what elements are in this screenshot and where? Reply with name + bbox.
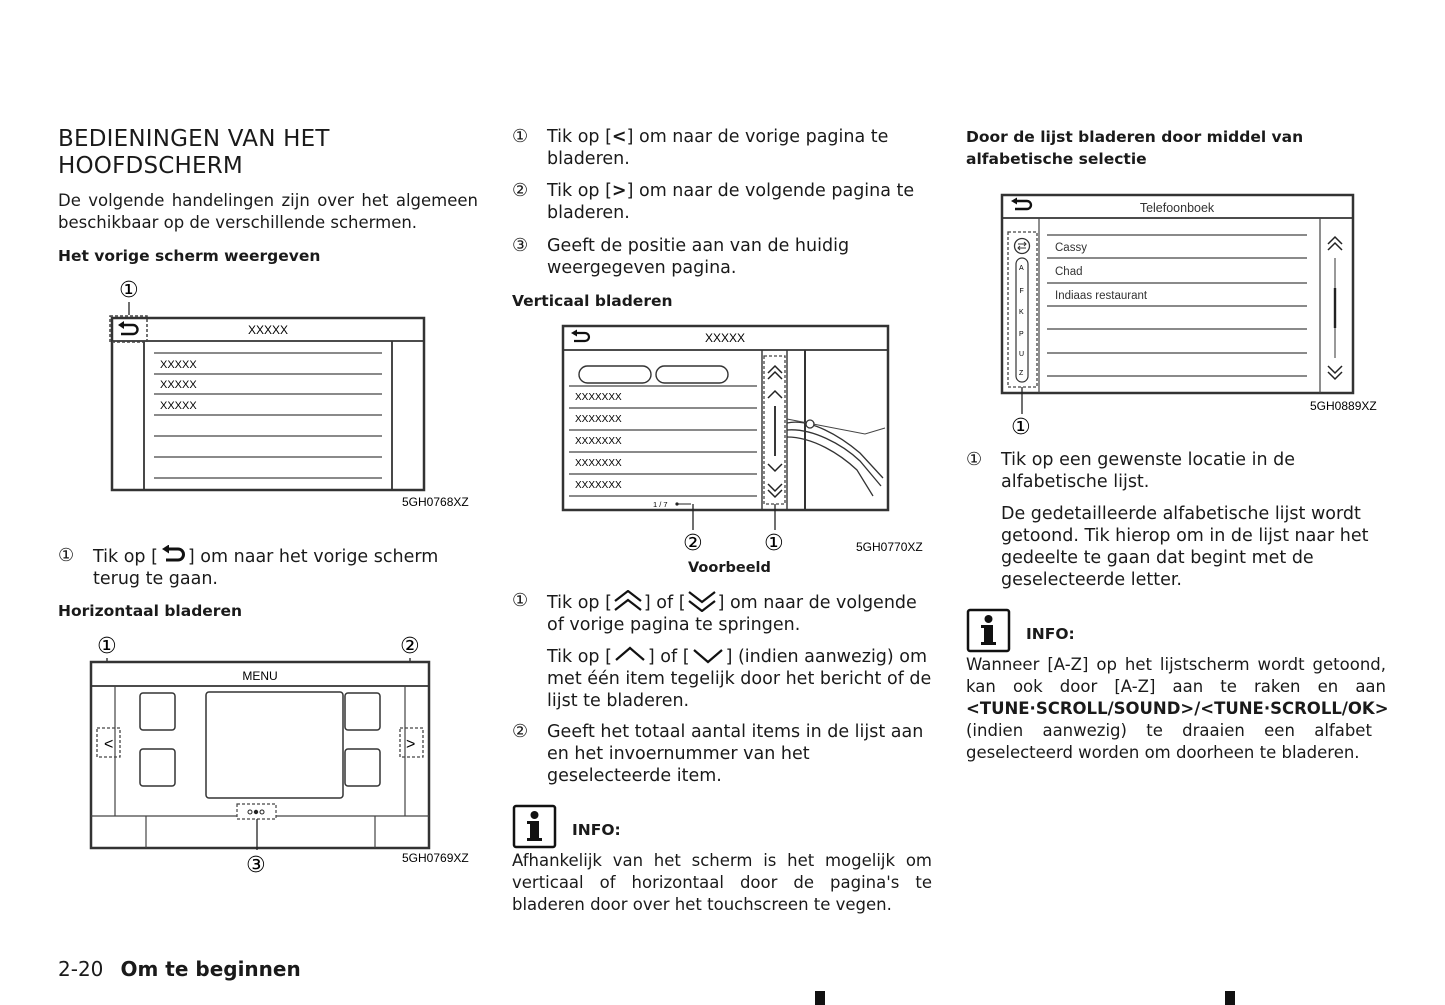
fig3-row: XXXXXXX [575, 392, 622, 403]
alpha-letter: A [1019, 265, 1024, 272]
callout-3: ③ [246, 853, 266, 878]
page-up-icon [612, 590, 644, 612]
subheading-alphabetic: Door de lijst bladeren door middel van alfabetische selectie [966, 128, 1304, 168]
page-number: 2-20 [58, 957, 104, 981]
callout-1: ① [97, 634, 117, 659]
line-down-icon [690, 645, 726, 665]
figure-vertical-scroll [555, 318, 945, 558]
alpha-letter: K [1019, 309, 1024, 316]
crop-mark [815, 991, 825, 1005]
fig1-row: XXXXX [160, 379, 197, 391]
info-text: Wanneer [A-Z] op het lijstscherm wordt getoond, kan ook door [A-Z] aan te raken en aan <TUNE·SCROLL/SOUND>/<TUNE·SCROLL/OK> (indien aanwezig) te draaien een alfabet geselecteerd worden om doorheen te bladeren. [966, 655, 1389, 762]
list-item: ② Geeft het totaal aantal items in de lijst aan en het invoernummer van het geselecteerde item. [512, 721, 924, 786]
fig1-row: XXXXX [160, 359, 197, 371]
fig1-row: XXXXX [160, 400, 197, 412]
figure-horizontal-scroll [80, 628, 480, 880]
chapter-title: Om te beginnen [120, 957, 301, 981]
figure-code: 5GH0889XZ [1310, 399, 1377, 413]
callout-1: ① [119, 278, 139, 303]
figure-code: 5GH0768XZ [402, 495, 469, 509]
intro-paragraph: De volgende handelingen zijn over het algemeen beschikbaar op de verschillende schermen. [58, 191, 478, 232]
alpha-letter: U [1019, 351, 1025, 358]
contact-row: Indiaas restaurant [1055, 290, 1148, 302]
callout-1: ① [1011, 415, 1031, 440]
subheading-vertical: Verticaal bladeren [512, 292, 673, 310]
line-up-icon [612, 645, 648, 665]
info-label: INFO: [572, 821, 621, 839]
info-text: Afhankelijk van het scherm is het mogelijk om verticaal of horizontaal door de pagina's te bladeren door over het touchscreen te vegen. [512, 851, 932, 914]
figure-alphabetic-scroll [995, 188, 1390, 443]
page-counter: 1 / 7 [653, 500, 668, 509]
page-down-icon [686, 590, 718, 612]
page-footer [58, 957, 301, 981]
list-item: ① Tik op [<] om naar de vorige pagina te bladeren. [512, 126, 889, 169]
contact-row: Chad [1055, 266, 1083, 278]
list-item: ② Tik op [>] om naar de volgende pagina te bladeren. [512, 180, 915, 223]
fig3-row: XXXXXXX [575, 414, 622, 425]
callout-2: ② [400, 634, 420, 659]
info-icon [966, 608, 1012, 654]
fig3-row: XXXXXXX [575, 436, 622, 447]
figure-code: 5GH0770XZ [856, 540, 923, 554]
section-heading: BEDIENINGEN VAN HET HOOFDSCHERM [58, 126, 330, 179]
list-item: ① Tik op een gewenste locatie in de alfabetische lijst. [966, 449, 1295, 492]
fig3-title: XXXXX [704, 331, 746, 345]
fig3-row: XXXXXXX [575, 480, 622, 491]
contact-row: Cassy [1055, 242, 1087, 254]
fig4-title: Telefoonboek [1139, 201, 1215, 215]
fig1-title: XXXXX [247, 323, 289, 337]
info-label: INFO: [1026, 625, 1075, 643]
alpha-letter: Z [1019, 370, 1024, 377]
info-icon [512, 804, 558, 850]
fig3-row: XXXXXXX [575, 458, 622, 469]
figure-previous-screen [100, 275, 480, 515]
alpha-letter: F [1019, 288, 1024, 295]
fig2-title: MENU [242, 669, 278, 683]
alpha-letter: P [1019, 331, 1024, 338]
subheading-previous-screen: Het vorige scherm weergeven [58, 247, 321, 265]
callout-1: ① [764, 531, 784, 556]
back-icon [158, 545, 188, 565]
list-item: ① Tik op [ ] om naar het vorige scherm terug te gaan. [58, 545, 439, 589]
left-arrow: < [104, 736, 114, 753]
right-arrow: > [406, 736, 416, 753]
callout-2: ② [683, 531, 703, 556]
list-item: ① Tik op [ ] of [ ] om naar de volgende of vorige pagina te springen. [512, 590, 917, 635]
crop-mark [1225, 991, 1235, 1005]
figure-code: 5GH0769XZ [402, 851, 469, 865]
list-item-detail: De gedetailleerde alfabetische lijst wordt getoond. Tik hierop om in de lijst naar het gedeelte te gaan dat begint met de geselecteerde letter. [1001, 504, 1369, 590]
list-item: ③ Geeft de positie aan van de huidig weergegeven pagina. [512, 235, 850, 278]
figure-caption: Voorbeeld [688, 560, 771, 576]
list-item-detail: Tik op [ ] of [ ] (indien aanwezig) om met één item tegelijk door het bericht of de lijst te bladeren. [547, 647, 932, 711]
subheading-horizontal: Horizontaal bladeren [58, 602, 242, 620]
